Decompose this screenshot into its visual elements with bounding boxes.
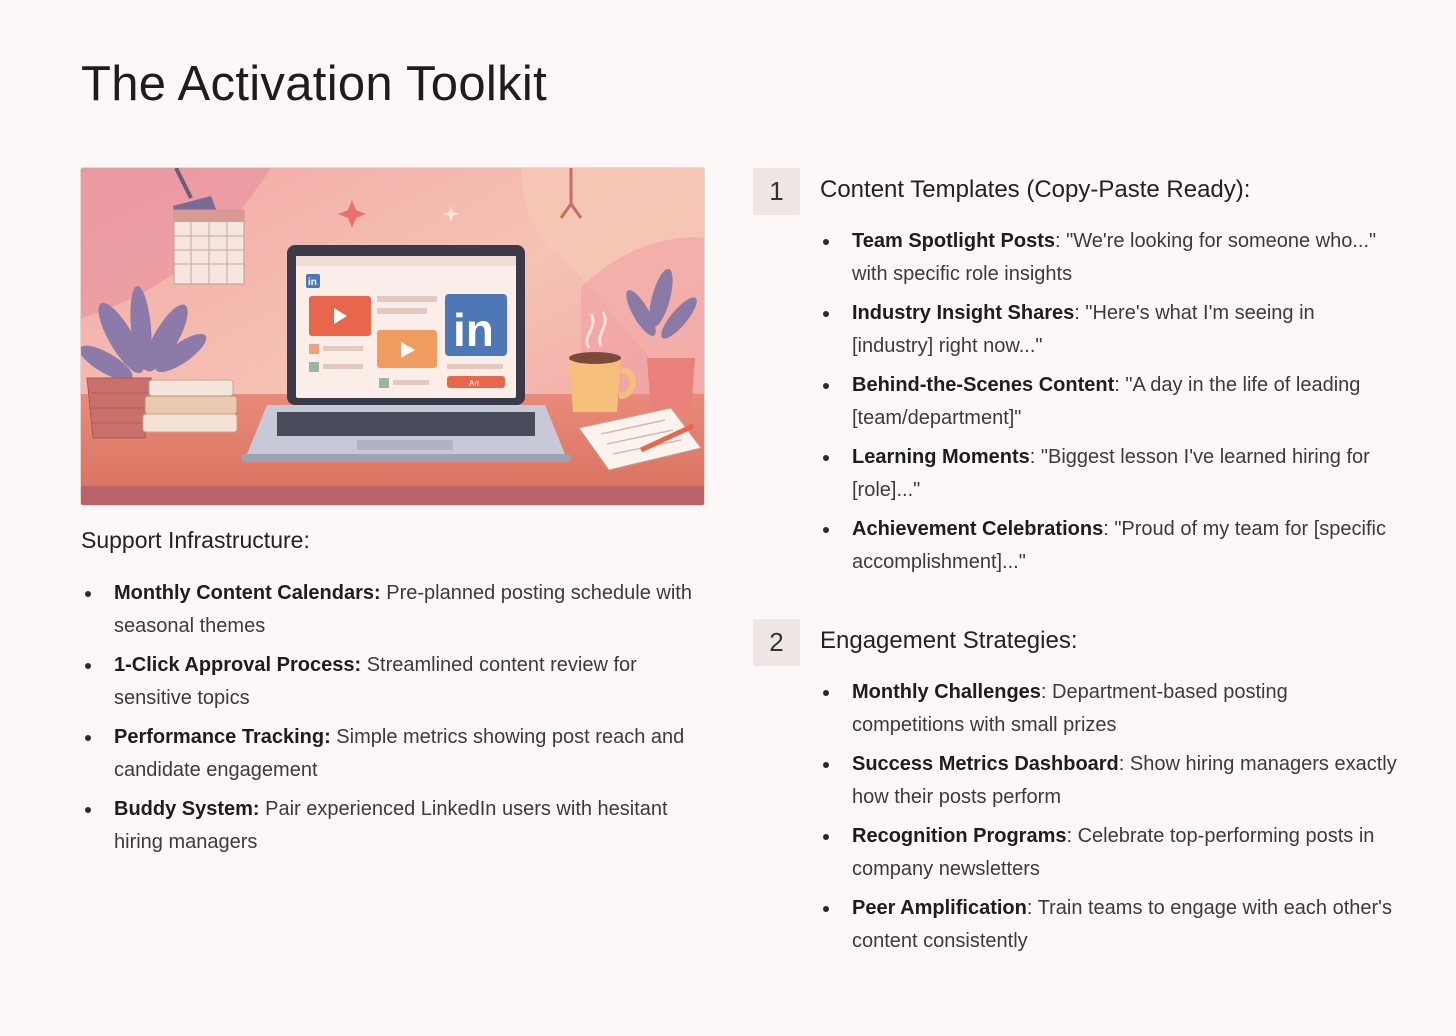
list-item: Industry Insight Shares: "Here's what I'm seeing in [industry] right now..." — [819, 297, 1399, 363]
content-templates-list — [819, 225, 1399, 585]
section-title-content-templates: Content Templates (Copy-Paste Ready): — [820, 176, 1251, 203]
list-item: Achievement Celebrations: "Proud of my team for [specific accomplishment]..." — [819, 513, 1399, 579]
list-item: 1-Click Approval Process: Streamlined content review for sensitive topics — [81, 649, 701, 715]
support-infrastructure-heading: Support Infrastructure: — [81, 527, 310, 553]
section-title-engagement-strategies: Engagement Strategies: — [820, 627, 1078, 654]
list-item: Performance Tracking: Simple metrics showing post reach and candidate engagement — [81, 721, 701, 787]
screen-button: Art — [469, 379, 480, 388]
list-item: Buddy System: Pair experienced LinkedIn users with hesitant hiring managers — [81, 793, 701, 859]
svg-text:in: in — [453, 304, 494, 356]
list-item: Monthly Content Calendars: Pre-planned posting schedule with seasonal themes — [81, 577, 701, 643]
support-list — [81, 577, 701, 865]
section-number-2: 2 — [753, 619, 800, 666]
screen-badge: in — [308, 277, 317, 288]
list-item: Team Spotlight Posts: "We're looking for someone who..." with specific role insights — [819, 225, 1399, 291]
section-number-1: 1 — [753, 168, 800, 215]
engagement-strategies-list — [819, 676, 1399, 964]
page-title: The Activation Toolkit — [81, 57, 547, 111]
list-item: Success Metrics Dashboard: Show hiring managers exactly how their posts perform — [819, 748, 1399, 814]
list-item: Monthly Challenges: Department-based posting competitions with small prizes — [819, 676, 1399, 742]
list-item: Peer Amplification: Train teams to engage with each other's content consistently — [819, 892, 1399, 958]
list-item: Behind-the-Scenes Content: "A day in the life of leading [team/department]" — [819, 369, 1399, 435]
list-item: Recognition Programs: Celebrate top-performing posts in company newsletters — [819, 820, 1399, 886]
list-item: Learning Moments: "Biggest lesson I've learned hiring for [role]..." — [819, 441, 1399, 507]
hero-illustration — [81, 168, 704, 505]
